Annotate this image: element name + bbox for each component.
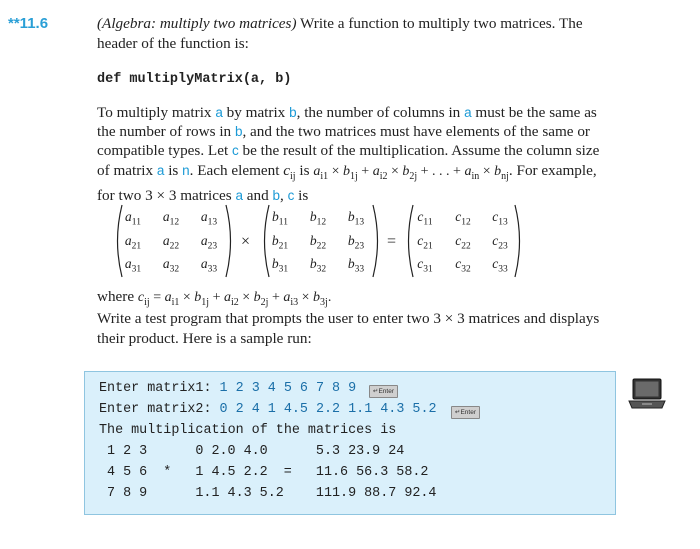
- matrix1-input: 1 2 3 4 5 6 7 8 9: [219, 381, 357, 396]
- sample-run-line-2: Enter matrix2: 0 2 4 1 4.5 2.2 1.1 4.3 5.2: [99, 402, 437, 417]
- matrix-a-cell: $a_{13}$: [200, 209, 218, 228]
- description: To multiply matrix a by matrix b, the number of columns in a must be the same as the number of rows in b, and the two matrices must have elements of the same or compatible types. Let c be the result of the multiplication. Assume the column size of matrix a is n. Each element $c_{ij}$ is $a_{i1} \times b_{1j} + a_{i2} \times b_{2j}$ + . . . + $a_{in} \times b_{nj}$. For example, for two 3 × 3 matrices a and b, c is: [97, 104, 600, 204]
- matrix-c-cell: $c_{33}$: [492, 256, 508, 275]
- matrix-c-cell: $c_{31}$: [417, 256, 433, 275]
- sample-run-line-3: The multiplication of the matrices is: [99, 423, 397, 438]
- matrix-b-cell: $b_{11}$: [272, 209, 288, 228]
- sample-run-box: [84, 371, 616, 515]
- formula-cij: $c_{ij}$: [283, 161, 296, 182]
- matrix-a-cell: $a_{12}$: [162, 209, 180, 228]
- var-a: a: [215, 105, 223, 120]
- sample-run-line-6: 7 8 9 1.1 4.3 5.2 111.9 88.7 92.4: [107, 486, 437, 501]
- next-exercise-cutoff: [34, 542, 594, 548]
- var-a: a: [464, 105, 472, 120]
- matrix-c: [403, 203, 525, 279]
- matrix-c-cell: $c_{21}$: [417, 233, 433, 252]
- matrix-a: [112, 203, 236, 279]
- matrix2-input: 0 2 4 1 4.5 2.2 1.1 4.3 5.2: [219, 402, 437, 417]
- matrix-b-cell: $b_{12}$: [309, 209, 327, 228]
- matrix-c-cell: $c_{23}$: [492, 233, 508, 252]
- exercise-title: (Algebra: multiply two matrices): [97, 15, 297, 32]
- matrix-c-cell: $c_{22}$: [455, 233, 471, 252]
- exercise-intro-text: Write a function to multiply two matrices. The header of the function is:: [97, 15, 583, 52]
- matrix-c-cell: $c_{13}$: [492, 209, 508, 228]
- times-operator: ×: [241, 233, 251, 250]
- matrix-a-cell: $a_{32}$: [162, 256, 180, 275]
- sample-run-line-1: Enter matrix1: 1 2 3 4 5 6 7 8 9: [99, 381, 357, 396]
- var-b: b: [272, 187, 281, 203]
- exercise-intro: [97, 14, 612, 53]
- sample-run-line-5: 4 5 6 * 1 4.5 2.2 = 11.6 56.3 58.2: [107, 465, 429, 480]
- matrix-c-cell: $c_{11}$: [417, 209, 433, 228]
- enter-key-icon: ↵Enter: [369, 385, 398, 398]
- equals-operator: =: [387, 233, 397, 250]
- matrix-b-cell: $b_{13}$: [347, 209, 365, 228]
- matrix-a-cell: $a_{33}$: [200, 256, 218, 275]
- where-formula: where $c_{ij} = a_{i1} \times b_{1j} + a_{i2} \times b_{2j} + a_{i3} \times b_{3j}$.: [97, 288, 332, 308]
- matrix-b-cell: $b_{32}$: [309, 256, 327, 275]
- var-c: c: [287, 187, 295, 203]
- matrix-c-cell: $c_{12}$: [455, 209, 471, 228]
- matrix-b-cell: $b_{23}$: [347, 233, 365, 252]
- matrix-b-cell: $b_{31}$: [271, 256, 289, 275]
- enter-key-icon: ↵Enter: [451, 406, 480, 419]
- var-b: b: [289, 105, 297, 120]
- matrix-b-cell: $b_{33}$: [347, 256, 365, 275]
- matrix-a-cell: $a_{23}$: [200, 233, 218, 252]
- var-n: n: [182, 162, 190, 178]
- matrix-a-cell: $a_{22}$: [162, 233, 180, 252]
- matrix-b: [259, 203, 383, 279]
- matrix-b-cell: $b_{21}$: [271, 233, 289, 252]
- var-a: a: [235, 187, 243, 203]
- function-header: def multiplyMatrix(a, b): [97, 72, 292, 87]
- matrix-a-cell: $a_{11}$: [125, 209, 141, 228]
- laptop-icon: [627, 377, 667, 411]
- matrix-c-cell: $c_{32}$: [455, 256, 471, 275]
- matrix-b-cell: $b_{22}$: [309, 233, 327, 252]
- var-b: b: [234, 124, 243, 140]
- matrix-a-cell: $a_{31}$: [124, 256, 142, 275]
- test-program-text: Write a test program that prompts the user to enter two 3 × 3 matrices and displays their product. Here is a sample run:: [97, 310, 600, 347]
- var-a: a: [156, 162, 165, 178]
- matrix-a-cell: $a_{21}$: [124, 233, 142, 252]
- sample-run-line-4: 1 2 3 0 2.0 4.0 5.3 23.9 24: [107, 444, 405, 459]
- var-c: c: [231, 143, 239, 159]
- exercise-number: **11.6: [8, 15, 49, 32]
- formula-sum: $a_{i1} \times b_{1j} + a_{i2} \times b_{2j}$ + . . . + $a_{in} \times b_{nj}$: [313, 163, 509, 182]
